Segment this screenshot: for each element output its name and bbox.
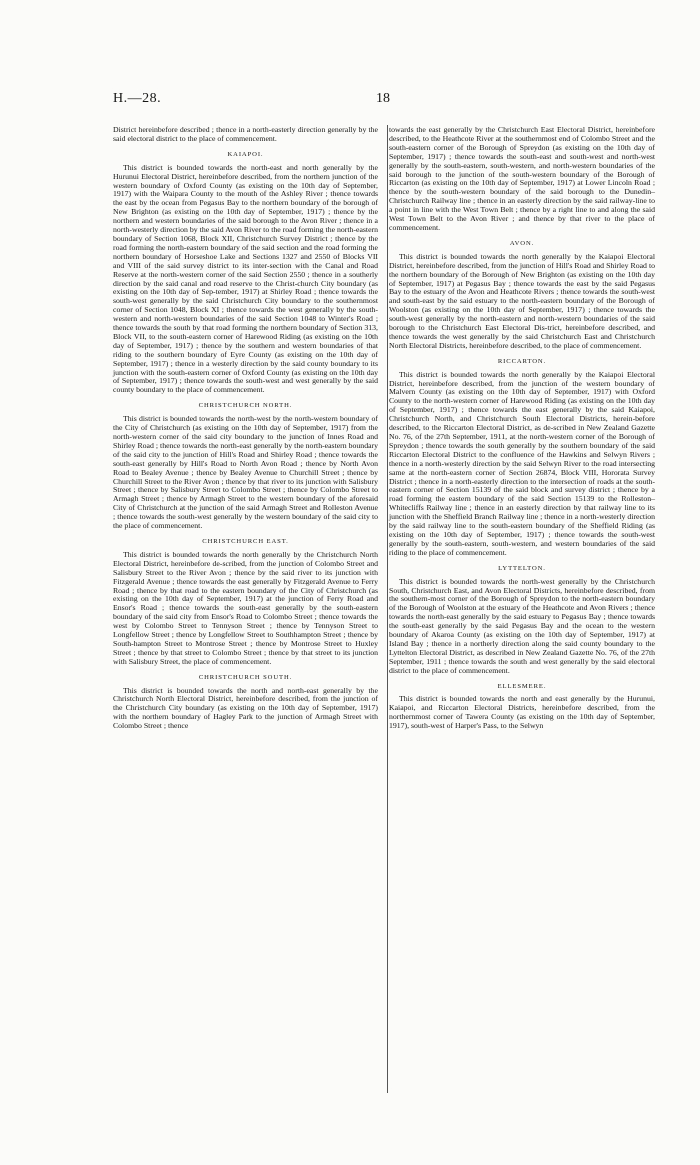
district-heading-christchurch-south: CHRISTCHURCH SOUTH.	[198, 673, 293, 681]
right-text-column	[389, 126, 655, 731]
district-heading-avon: AVON.	[509, 239, 535, 247]
continued-paragraph: District hereinbefore described ; thence in a north-easterly direction generally by the said electoral district to the place of commencement.	[113, 125, 378, 143]
district-description: This district is bounded towards the north-west by the north-western boundary of the City of Christchurch (as existing on the 10th day of September, 1917) from the north-western corner of the said city boundary to the junction of Innes Road and Shirley Road ; thence towards the north-east generally by the north-eastern boundary of the said city to the junction of Hill's Road and Shirley Road ; thence towards the south-east generally by Hill's Road to North Avon Road ; thence by North Avon Road to Bealey Avenue ; thence by Bealey Avenue to Churchill Street ; thence by Churchill Street to the River Avon ; thence by that river to its junction with Salisbury Street ; thence by Salisbury Street to Colombo Street ; thence by Colombo Street to Armagh Street ; thence by Armagh Street to the western boundary of the aforesaid City of Christchurch at the junction of the said Armagh Street and Rolleston Avenue ; thence towards the south-west generally by the western boundary of the said city to the place of commencement.	[113, 414, 378, 531]
district-description: This district is bounded towards the north and north-east generally by the Christchurch North Electoral District, hereinbefore described, from the junction of the Christchurch City boundary (as existing on the 10th day of September, 1917) with the northern boundary of Hagley Park to the junction of Armagh Street with Colombo Street ; thence	[113, 685, 378, 731]
continued-paragraph: towards the east generally by the Christchurch East Electoral District, hereinbefore described, to the Heathcote River at the southernmost end of Colombo Street and the south-eastern corner of the Borough of Spreydon (as existing on the 10th day of September, 1917) ; thence towards the south-east and south-west and north-west generally by the south-eastern, south-western, and north-western boundaries of the said borough to the junction of the south-western boundary of the Borough of Riccarton (as existing on the 10th day of September, 1917) at Lower Lincoln Road ; thence by the south-western boundary of the said borough to the Dunedin–Christchurch Railway line ; thence in an easterly direction by the said railway-line to a point in line with the West Town Belt ; thence by a right line to and along the said West Town Belt to the Avon River ; and thence by that river to the place of commencement.	[389, 125, 655, 232]
district-heading-kaiapoi: KAIAPOI.	[227, 150, 264, 158]
district-description: This district is bounded towards the north-west generally by the Christchurch South, Christchurch East, and Avon Electoral Districts, hereinbefore described, from the southern-most corner of the Borough of Spreydon to the north-eastern boundary of the Borough of Woolston at the estuary of the Heathcote and Avon Rivers ; thence towards the north-east generally by the said estuary to Pegasus Bay ; thence towards the south-east generally by the said Pegasus Bay and the ocean to the western boundary of Akaroa County (as existing on the 10th day of September, 1917) at Island Bay ; thence in a northerly direction along the said county boundary to the Lyttelton Electoral District, as described in New Zealand Gazette No. 76, of the 27th September, 1911 ; thence towards the south and west generally by the said electoral district to the place of commencement.	[389, 576, 655, 675]
district-heading-riccarton: RICCARTON.	[497, 357, 547, 365]
district-description: This district is bounded towards the north generally by the Christchurch North Electoral District, hereinbefore de-scribed, from the junction of Colombo Street and Salisbury Street to the River Avon ; thence by the said river to its junction with Fitzgerald Avenue ; thence towards the east generally by Fitzgerald Avenue to Ferry Road ; thence by that road to the eastern boundary of the City of Christchurch (as existing on the 10th day of September, 1917) at the junction of Ferry Road and Ensor's Road ; thence towards the south-east generally by the south-eastern boundary of the said city from Ensor's Road to Colombo Street ; thence towards the west by Colombo Street to Tennyson Street ; thence by Tennyson Street to Longfellow Street ; thence by Longfellow Street to Southhampton Street ; thence by South-hampton Street to Montrose Street ; thence by Montrose Street to Huxley Street ; thence by that street to Colombo Street ; thence by that street to its junction with Salisbury Street, the place of commencement.	[113, 549, 378, 666]
district-heading-ellesmere: ELLESMERE.	[497, 682, 547, 690]
district-description: This district is bounded towards the north generally by the Kaiapoi Electoral District, hereinbefore described, from the junction of the western boundary of Malvern County (as existing on the 10th day of September, 1917) with Oxford County to the north-western corner of Harewood Riding (as existing on the 10th day of September, 1917) ; thence towards the east generally by the said Kaiapoi, Christchurch North, and Christchurch South Electoral Districts, herein-before described, to the Riccarton Electoral District, as de-scribed in New Zealand Gazette No. 76, of the 27th September, 1911, at the north-western corner of the Borough of Spreydon ; thence towards the south generally by the southern boundary of the said Riccarton Electoral District to the confluence of the Hawkins and Selwyn Rivers ; thence in a north-westerly direction by the said Selwyn River to the road intersecting same at the north-eastern corner of Section 26874, Block VIII, Hororata Survey District ; thence in a north-easterly direction to the intersection of roads at the south-eastern corner of Section 15139 of the said block and survey district ; thence by a road forming the eastern boundary of the said Section 15139 to the Rolleston–Whitecliffs Railway line ; thence in an easterly direction by that railway line to its junction with the Sheffield Branch Railway line ; thence in a north-westerly direction by the said railway line to the south-eastern boundary of the Sheffield Riding (as existing on the 10th day of September, 1917) ; thence towards the south-west generally by the south-eastern, south-western, and western boundaries of the said riding to the place of commencement.	[389, 369, 655, 557]
page-header-reference: H.—28.	[113, 91, 162, 106]
column-divider	[387, 125, 388, 1093]
page-number: 18	[376, 91, 390, 106]
district-heading-christchurch-east: CHRISTCHURCH EAST.	[202, 537, 289, 545]
district-heading-christchurch-north: CHRISTCHURCH NORTH.	[198, 402, 293, 410]
district-heading-lyttelton: LYTTELTON.	[498, 564, 546, 572]
left-text-column	[113, 126, 378, 731]
district-description: This district is bounded towards the north generally by the Kaiapoi Electoral District, hereinbefore described, from the junction of Hill's Road and Shirley Road to the northern boundary of the Borough of New Brighton (as existing on the 10th day of September, 1917) at Pegasus Bay ; thence towards the east by the said Pegasus Bay to the estuary of the Avon and Heathcote Rivers ; thence towards the south-west and south-east by the said estuary to the north-eastern boundary of the Borough of Woolston (as existing on the 10th day of September, 1917) ; thence towards the south-west generally by the north-eastern and north-western boundaries of the said borough to the Christchurch East Electoral Dis-trict, hereinbefore described, and thence towards the west generally by the said Christchurch East and Christchurch North Electoral Districts, hereinbefore described, to the place of commencement.	[389, 251, 655, 350]
district-description: This district is bounded towards the north and east generally by the Hurunui, Kaiapoi, and Riccarton Electoral Districts, hereinbefore described, from the northernmost corner of Tawera County (as existing on the 10th day of September, 1917), south-west of Harper's Pass, to the Selwyn	[389, 694, 655, 731]
district-description: This district is bounded towards the north-east and north generally by the Hurunui Electoral District, hereinbefore described, from the northern junction of the western boundary of Oxford County (as existing on the 10th day of September, 1917) with the Waipara County to the mouth of the Ashley River ; thence towards the east by the ocean from Pegasus Bay to the northern boundary of the borough of New Brighton (as existing on the 10th day of September, 1917) ; thence by the northern and western boundaries of the said borough to the Avon River ; thence in a north-westerly direction by the said Avon River to the road forming the north-eastern boundary of Section 1068, Block XII, Christchurch Survey District ; thence by the road forming the north-eastern boundary of the said section and the road forming the northern boundary of Horseshoe Lake and Sections 1327 and 2550 of Blocks VII and VIII of the said survey district to its inter-section with the Canal and Road Reserve at the north-western corner of the said Section 2550 ; thence in a southerly direction by the said canal and road reserve to the Christ-church City boundary (as existing on the 10th day of Sep-tember, 1917) at Shirley Road ; thence towards the south-west generally by the said Christchurch City boundary to the southernmost corner of Section 1048, Block XI ; thence towards the west generally by the south-western and north-western boundaries of the said Section 1048 to Winter's Road ; thence towards the south by that road forming the northern boundary of Section 313, Block VII, to the south-eastern corner of Harewood Riding (as existing on the 10th day of September, 1917) ; thence by the southern and western boundaries of that riding to the southern boundary of Eyre County (as existing on the 10th day of September, 1917) ; thence in a westerly direction by the said county boundary to its junction with the south-eastern corner of Oxford County (as existing on the 10th day of September, 1917) ; thence towards the south-west and west generally by the said county boundary to the place of commencement.	[113, 162, 378, 395]
